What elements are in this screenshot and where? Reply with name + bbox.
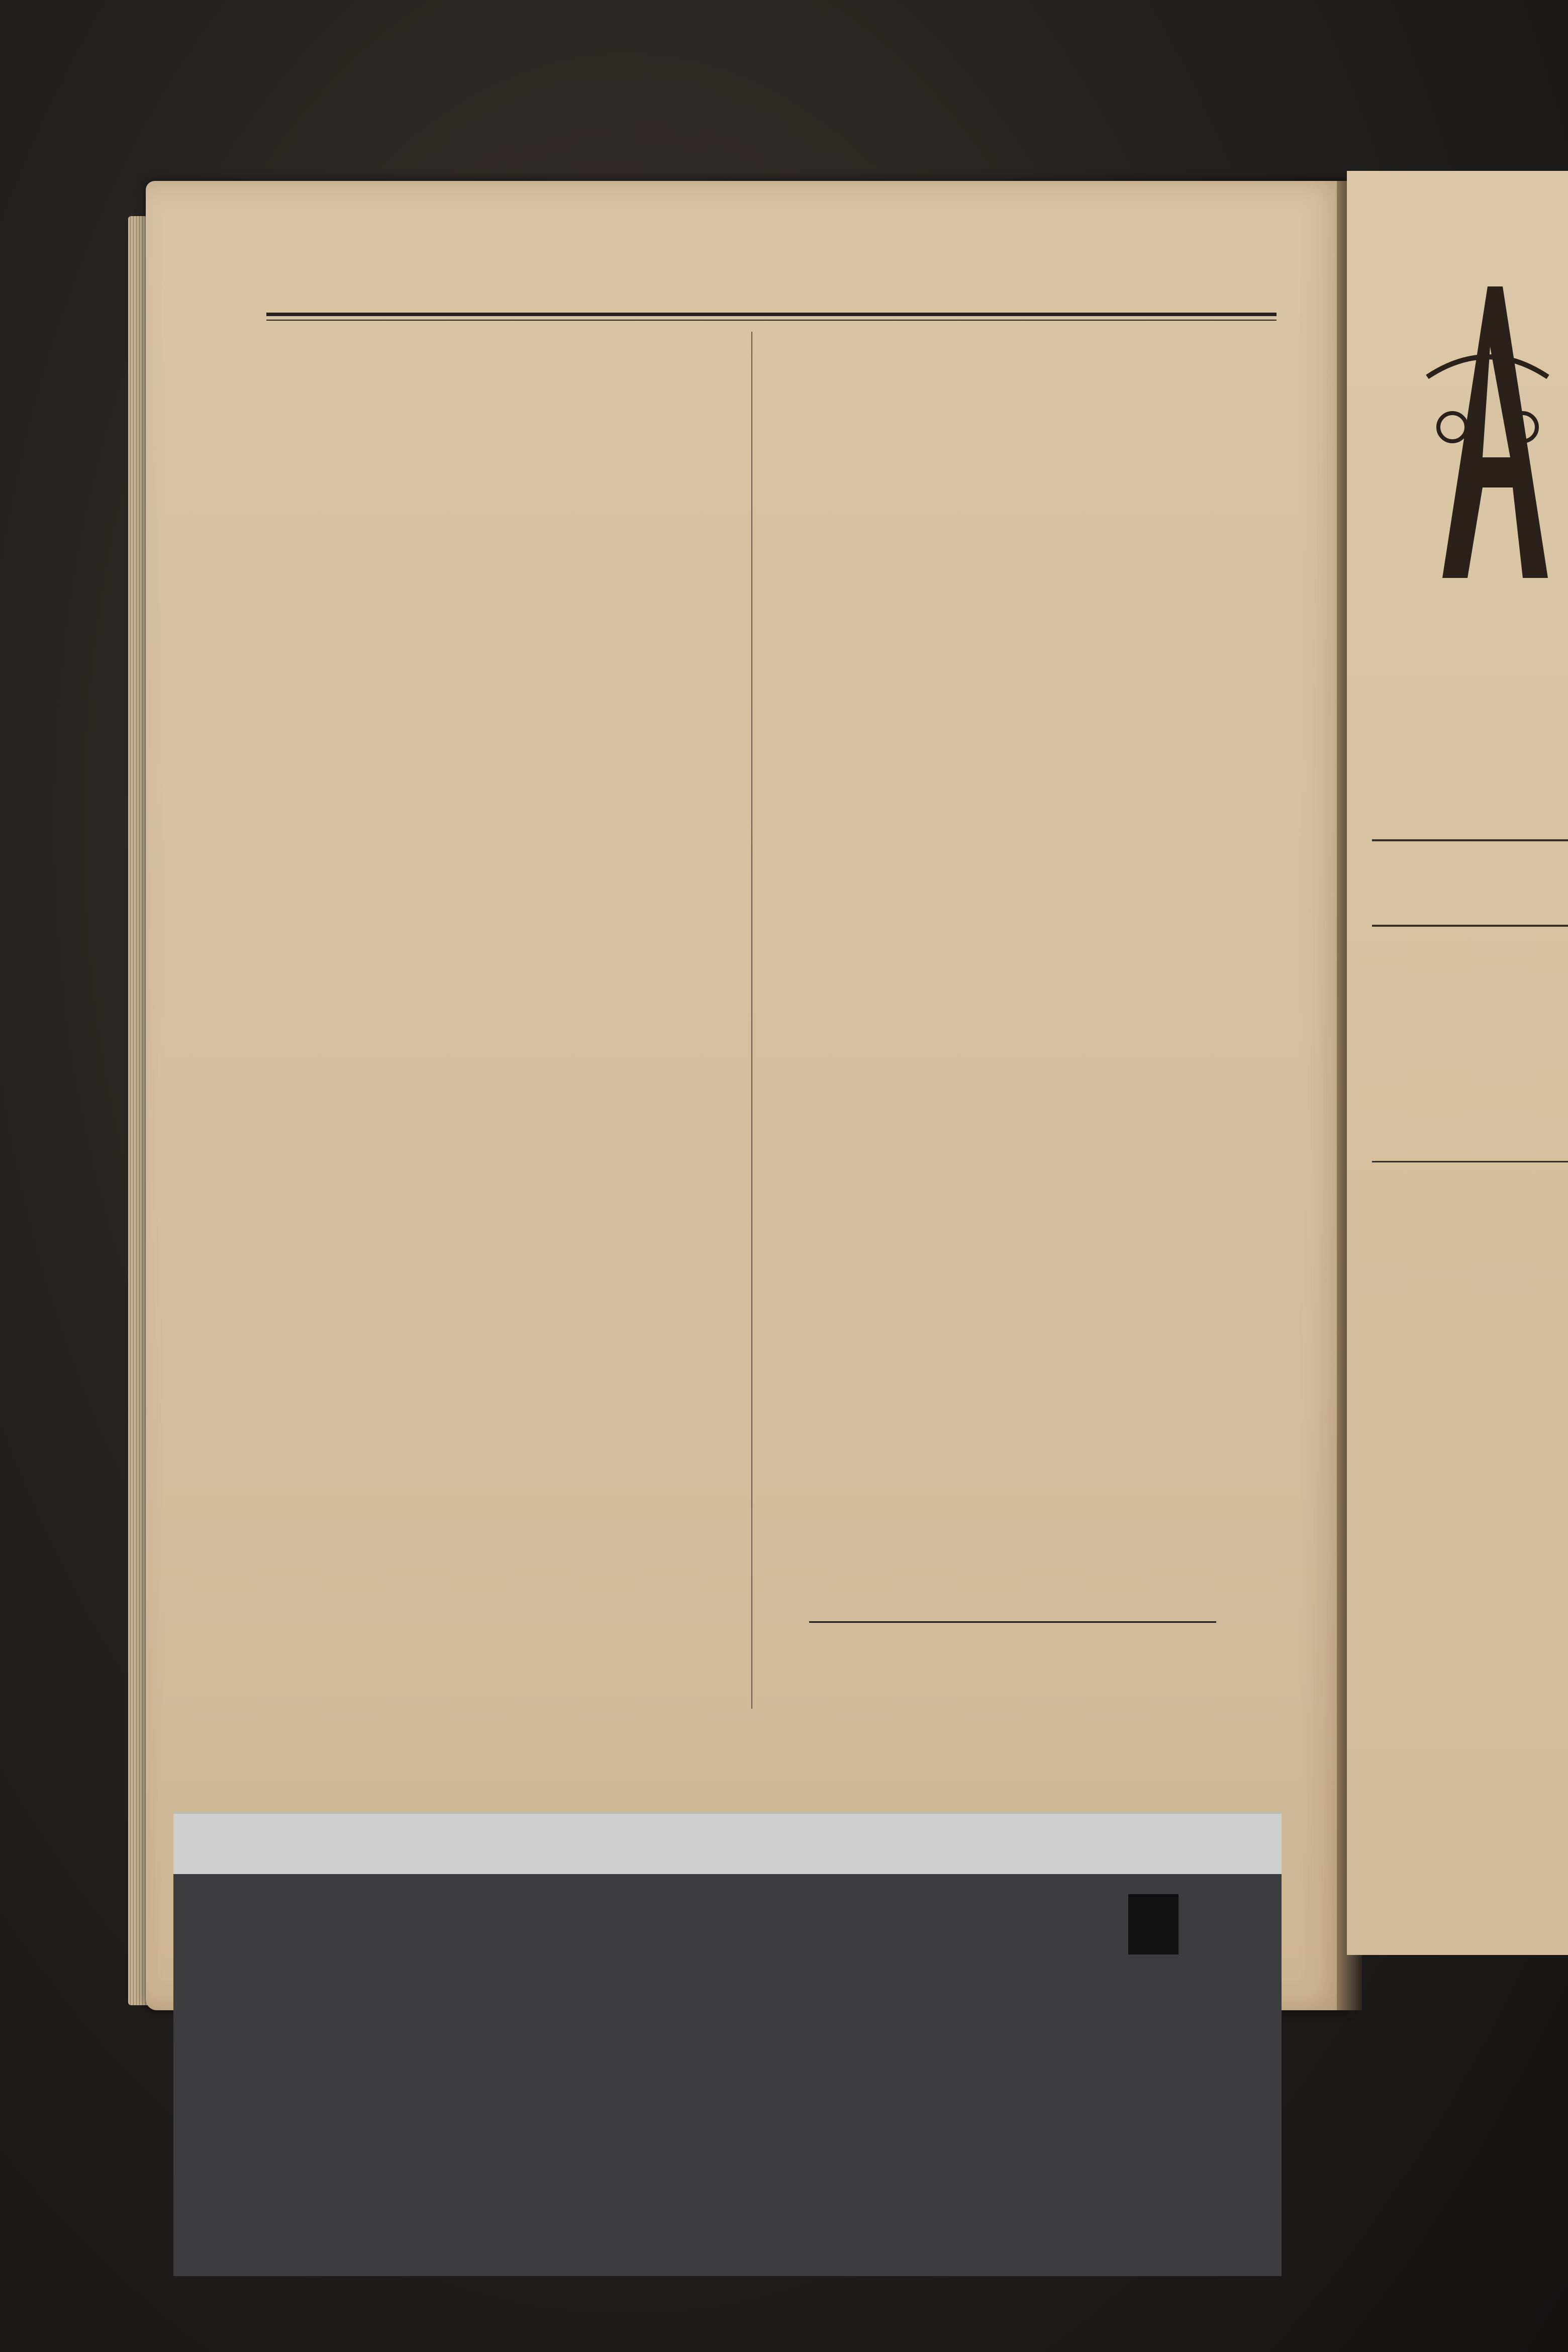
ornamental-initial-icon xyxy=(1422,276,1553,588)
header-rule-thin xyxy=(266,320,1277,321)
brand-logo xyxy=(1128,1894,1179,1954)
left-page xyxy=(146,181,1347,2010)
colour-chart xyxy=(173,1812,1282,2276)
masthead-rule xyxy=(1372,839,1568,841)
page-edges xyxy=(128,216,148,2005)
ruler xyxy=(173,1814,1282,1874)
right-page xyxy=(1347,171,1568,1955)
header-rule xyxy=(266,313,1277,316)
colophon-rule-top xyxy=(809,1621,1216,1623)
small-rule xyxy=(1372,1161,1568,1162)
column-divider xyxy=(751,332,752,1709)
colophon xyxy=(769,1618,1256,1629)
issue-rule xyxy=(1372,925,1568,927)
